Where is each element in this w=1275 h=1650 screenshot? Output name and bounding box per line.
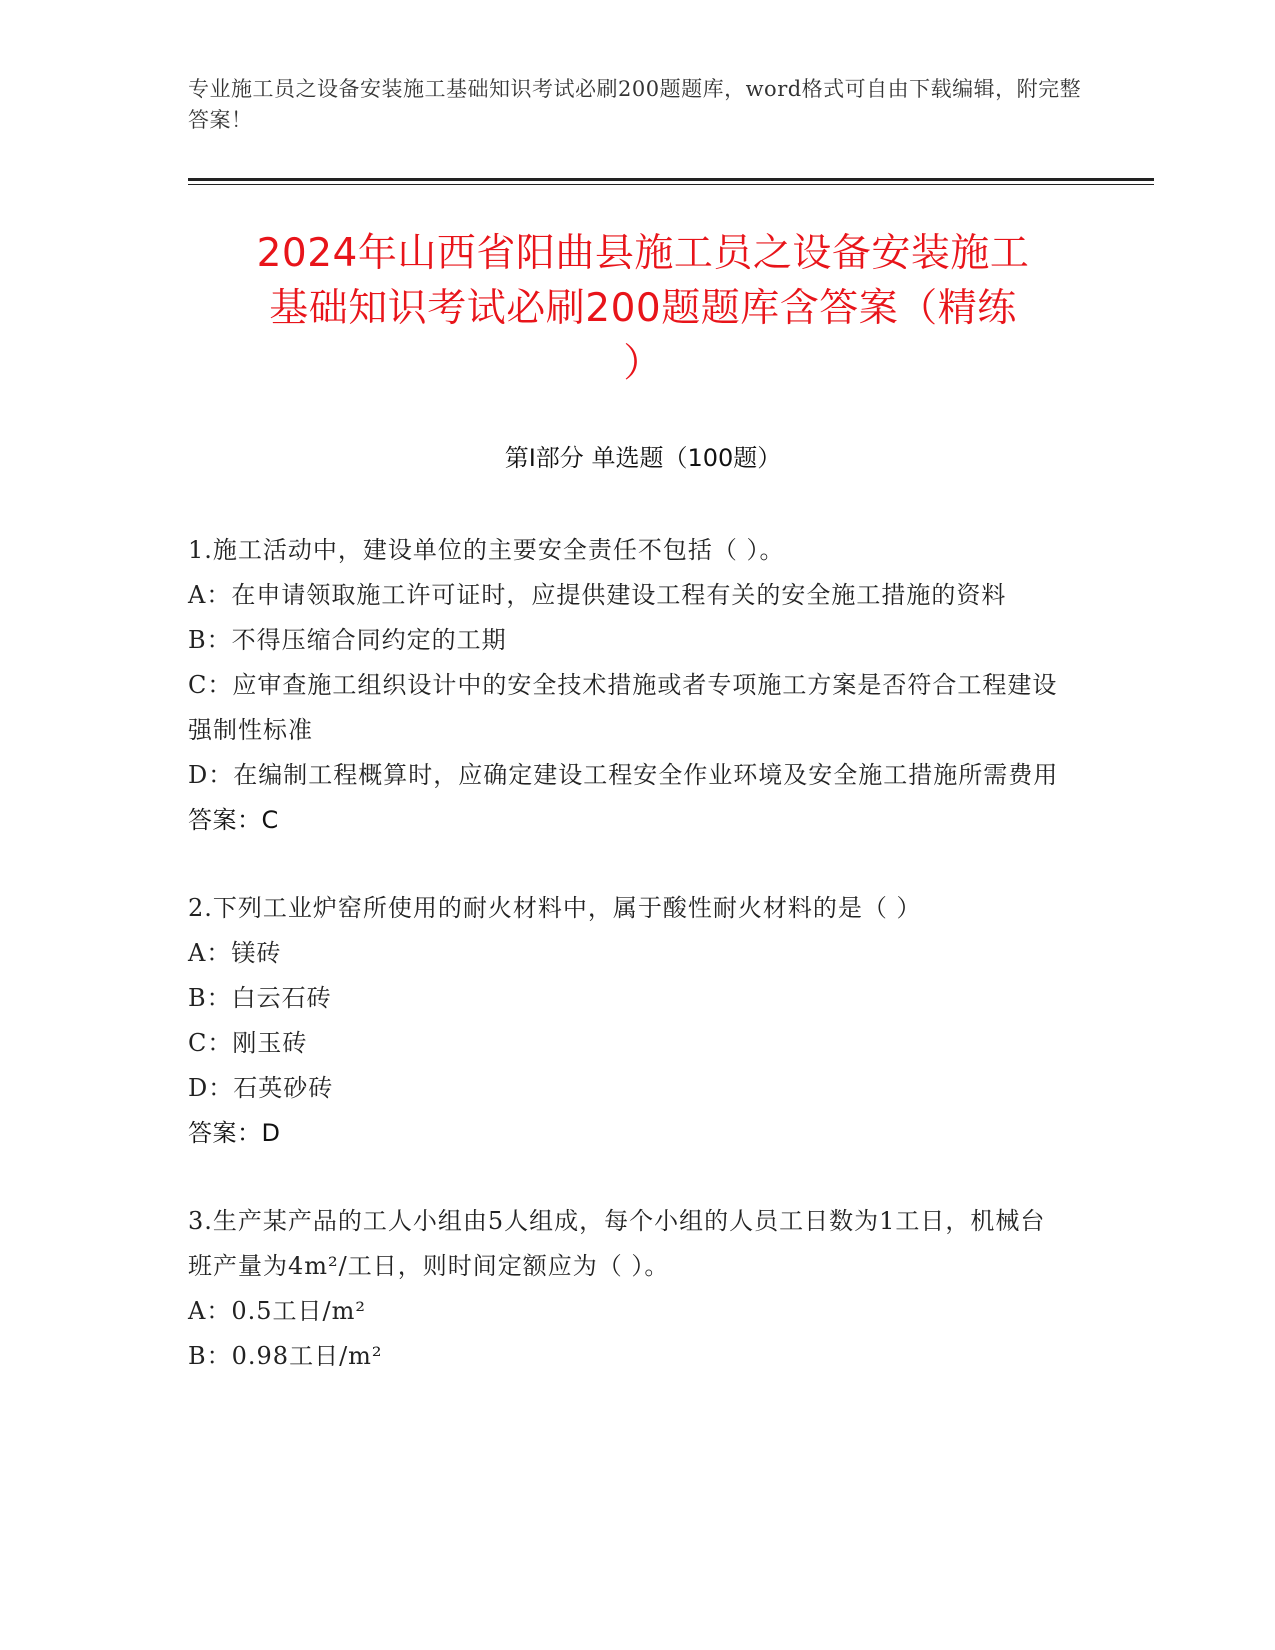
option-a: A：在申请领取施工许可证时，应提供建设工程有关的安全施工措施的资料	[188, 581, 1007, 609]
question-stem: 3.生产某产品的工人小组由5人组成，每个小组的人员工日数为1工日，机械台班产量为4m²/工日，则时间定额应为（ ）。	[188, 1207, 1046, 1280]
title-line-1: 2024年山西省阳曲县施工员之设备安装施工	[256, 231, 1030, 276]
document-title	[188, 226, 1098, 391]
option-d: D：在编制工程概算时，应确定建设工程安全作业环境及安全施工措施所需费用	[188, 761, 1059, 789]
title-line-2: 基础知识考试必刷200题题库含答案（精练	[269, 286, 1017, 331]
section-heading: 第Ⅰ部分 单选题（100题）	[504, 444, 782, 472]
question-3	[188, 1199, 1068, 1379]
question-2	[188, 886, 1068, 1156]
question-stem: 1.施工活动中，建设单位的主要安全责任不包括（ ）。	[188, 536, 785, 564]
answer-line: 答案：C	[188, 806, 279, 834]
option-c: C：刚玉砖	[188, 1029, 308, 1057]
header-note: 专业施工员之设备安装施工基础知识考试必刷200题题库，word格式可自由下载编辑，附完整答案！	[188, 77, 1082, 132]
question-stem: 2.下列工业炉窑所使用的耐火材料中，属于酸性耐火材料的是（ ）	[188, 894, 922, 922]
option-a: A：0.5工日/m²	[188, 1297, 366, 1325]
option-c: C：应审查施工组织设计中的安全技术措施或者专项施工方案是否符合工程建设强制性标准	[188, 671, 1058, 744]
question-list	[188, 528, 1068, 1422]
header-divider-thin	[188, 184, 1154, 185]
option-b: B：白云石砖	[188, 984, 332, 1012]
question-1	[188, 528, 1068, 843]
option-a: A：镁砖	[188, 939, 282, 967]
option-b: B：0.98工日/m²	[188, 1342, 383, 1370]
answer-line: 答案：D	[188, 1119, 281, 1147]
option-d: D：石英砂砖	[188, 1074, 334, 1102]
title-line-3: ）	[623, 341, 663, 386]
header-divider-thick	[188, 178, 1154, 181]
option-b: B：不得压缩合同约定的工期	[188, 626, 507, 654]
